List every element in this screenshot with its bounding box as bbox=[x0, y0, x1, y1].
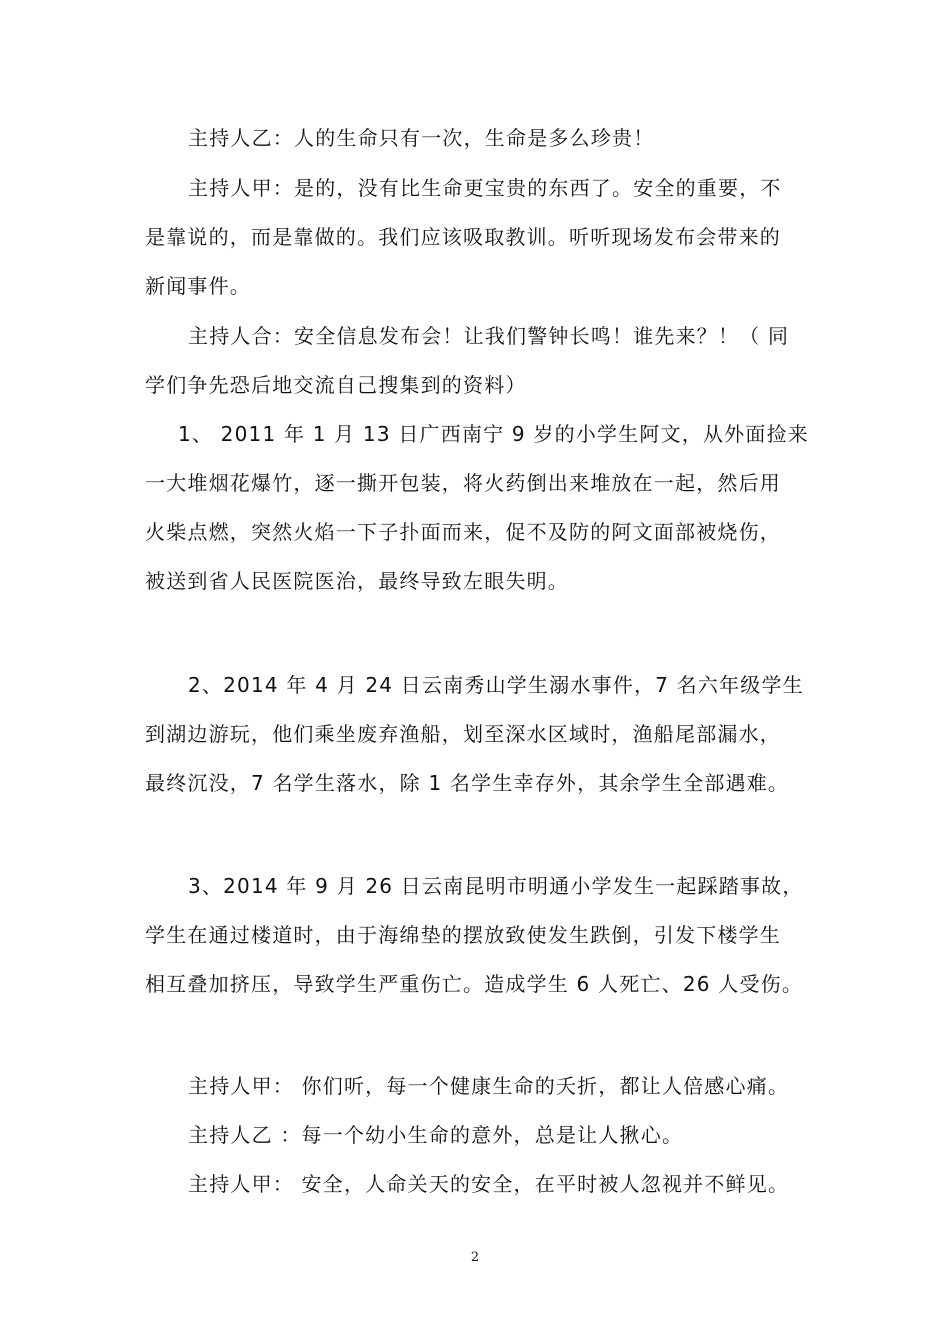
event-1-line-3: 火柴点燃，突然火焰一下子扑面而来，促不及防的阿文面部被烧伤， bbox=[145, 520, 781, 544]
paragraph-host-jia-3: 主持人甲： 安全，人命关天的安全，在平时被人忽视并不鲜见。 bbox=[188, 1172, 790, 1196]
paragraph-host-jia-line-1: 主持人甲：是的，没有比生命更宝贵的东西了。安全的重要，不 bbox=[188, 176, 782, 200]
paragraph-host-yi-2: 主持人乙 ：每一个幼小生命的意外，总是让人揪心。 bbox=[188, 1123, 684, 1147]
paragraph-host-he-line-2: 学们争先恐后地交流自己搜集到的资料） bbox=[145, 373, 527, 397]
page-number: 2 bbox=[470, 1250, 480, 1265]
paragraph-host-jia-line-2: 是靠说的，而是靠做的。我们应该吸取教训。听听现场发布会带来的 bbox=[145, 225, 781, 249]
event-2-line-1: 2、2014 年 4 月 24 日云南秀山学生溺水事件，7 名六年级学生 bbox=[188, 673, 804, 697]
event-3-line-3: 相互叠加挤压，导致学生严重伤亡。造成学生 6 人死亡、26 人受伤。 bbox=[145, 972, 804, 996]
event-1-line-2: 一大堆烟花爆竹，逐一撕开包装，将火药倒出来堆放在一起，然后用 bbox=[145, 471, 781, 495]
paragraph-host-jia-line-3: 新闻事件。 bbox=[145, 274, 251, 298]
paragraph-host-yi-line-1: 主持人乙：人的生命只有一次，生命是多么珍贵！ bbox=[188, 126, 655, 150]
event-1-line-4: 被送到省人民医院医治，最终导致左眼失明。 bbox=[145, 569, 569, 593]
paragraph-host-he-line-1: 主持人合：安全信息发布会！让我们警钟长鸣！谁先来？！（ 同 bbox=[188, 324, 790, 348]
event-3-line-2: 学生在通过楼道时，由于海绵垫的摆放致使发生跌倒，引发下楼学生 bbox=[145, 923, 781, 947]
event-1-line-1: 1、 2011 年 1 月 13 日广西南宁 9 岁的小学生阿文，从外面捡来 bbox=[178, 422, 809, 446]
paragraph-host-jia-2: 主持人甲： 你们听，每一个健康生命的夭折，都让人倍感心痛。 bbox=[188, 1074, 790, 1098]
event-2-line-2: 到湖边游玩，他们乘坐废弃渔船，划至深水区域时，渔船尾部漏水， bbox=[145, 722, 781, 746]
event-3-line-1: 3、2014 年 9 月 26 日云南昆明市明通小学发生一起踩踏事故， bbox=[188, 874, 804, 898]
event-2-line-3: 最终沉没，7 名学生落水，除 1 名学生幸存外，其余学生全部遇难。 bbox=[145, 771, 790, 795]
